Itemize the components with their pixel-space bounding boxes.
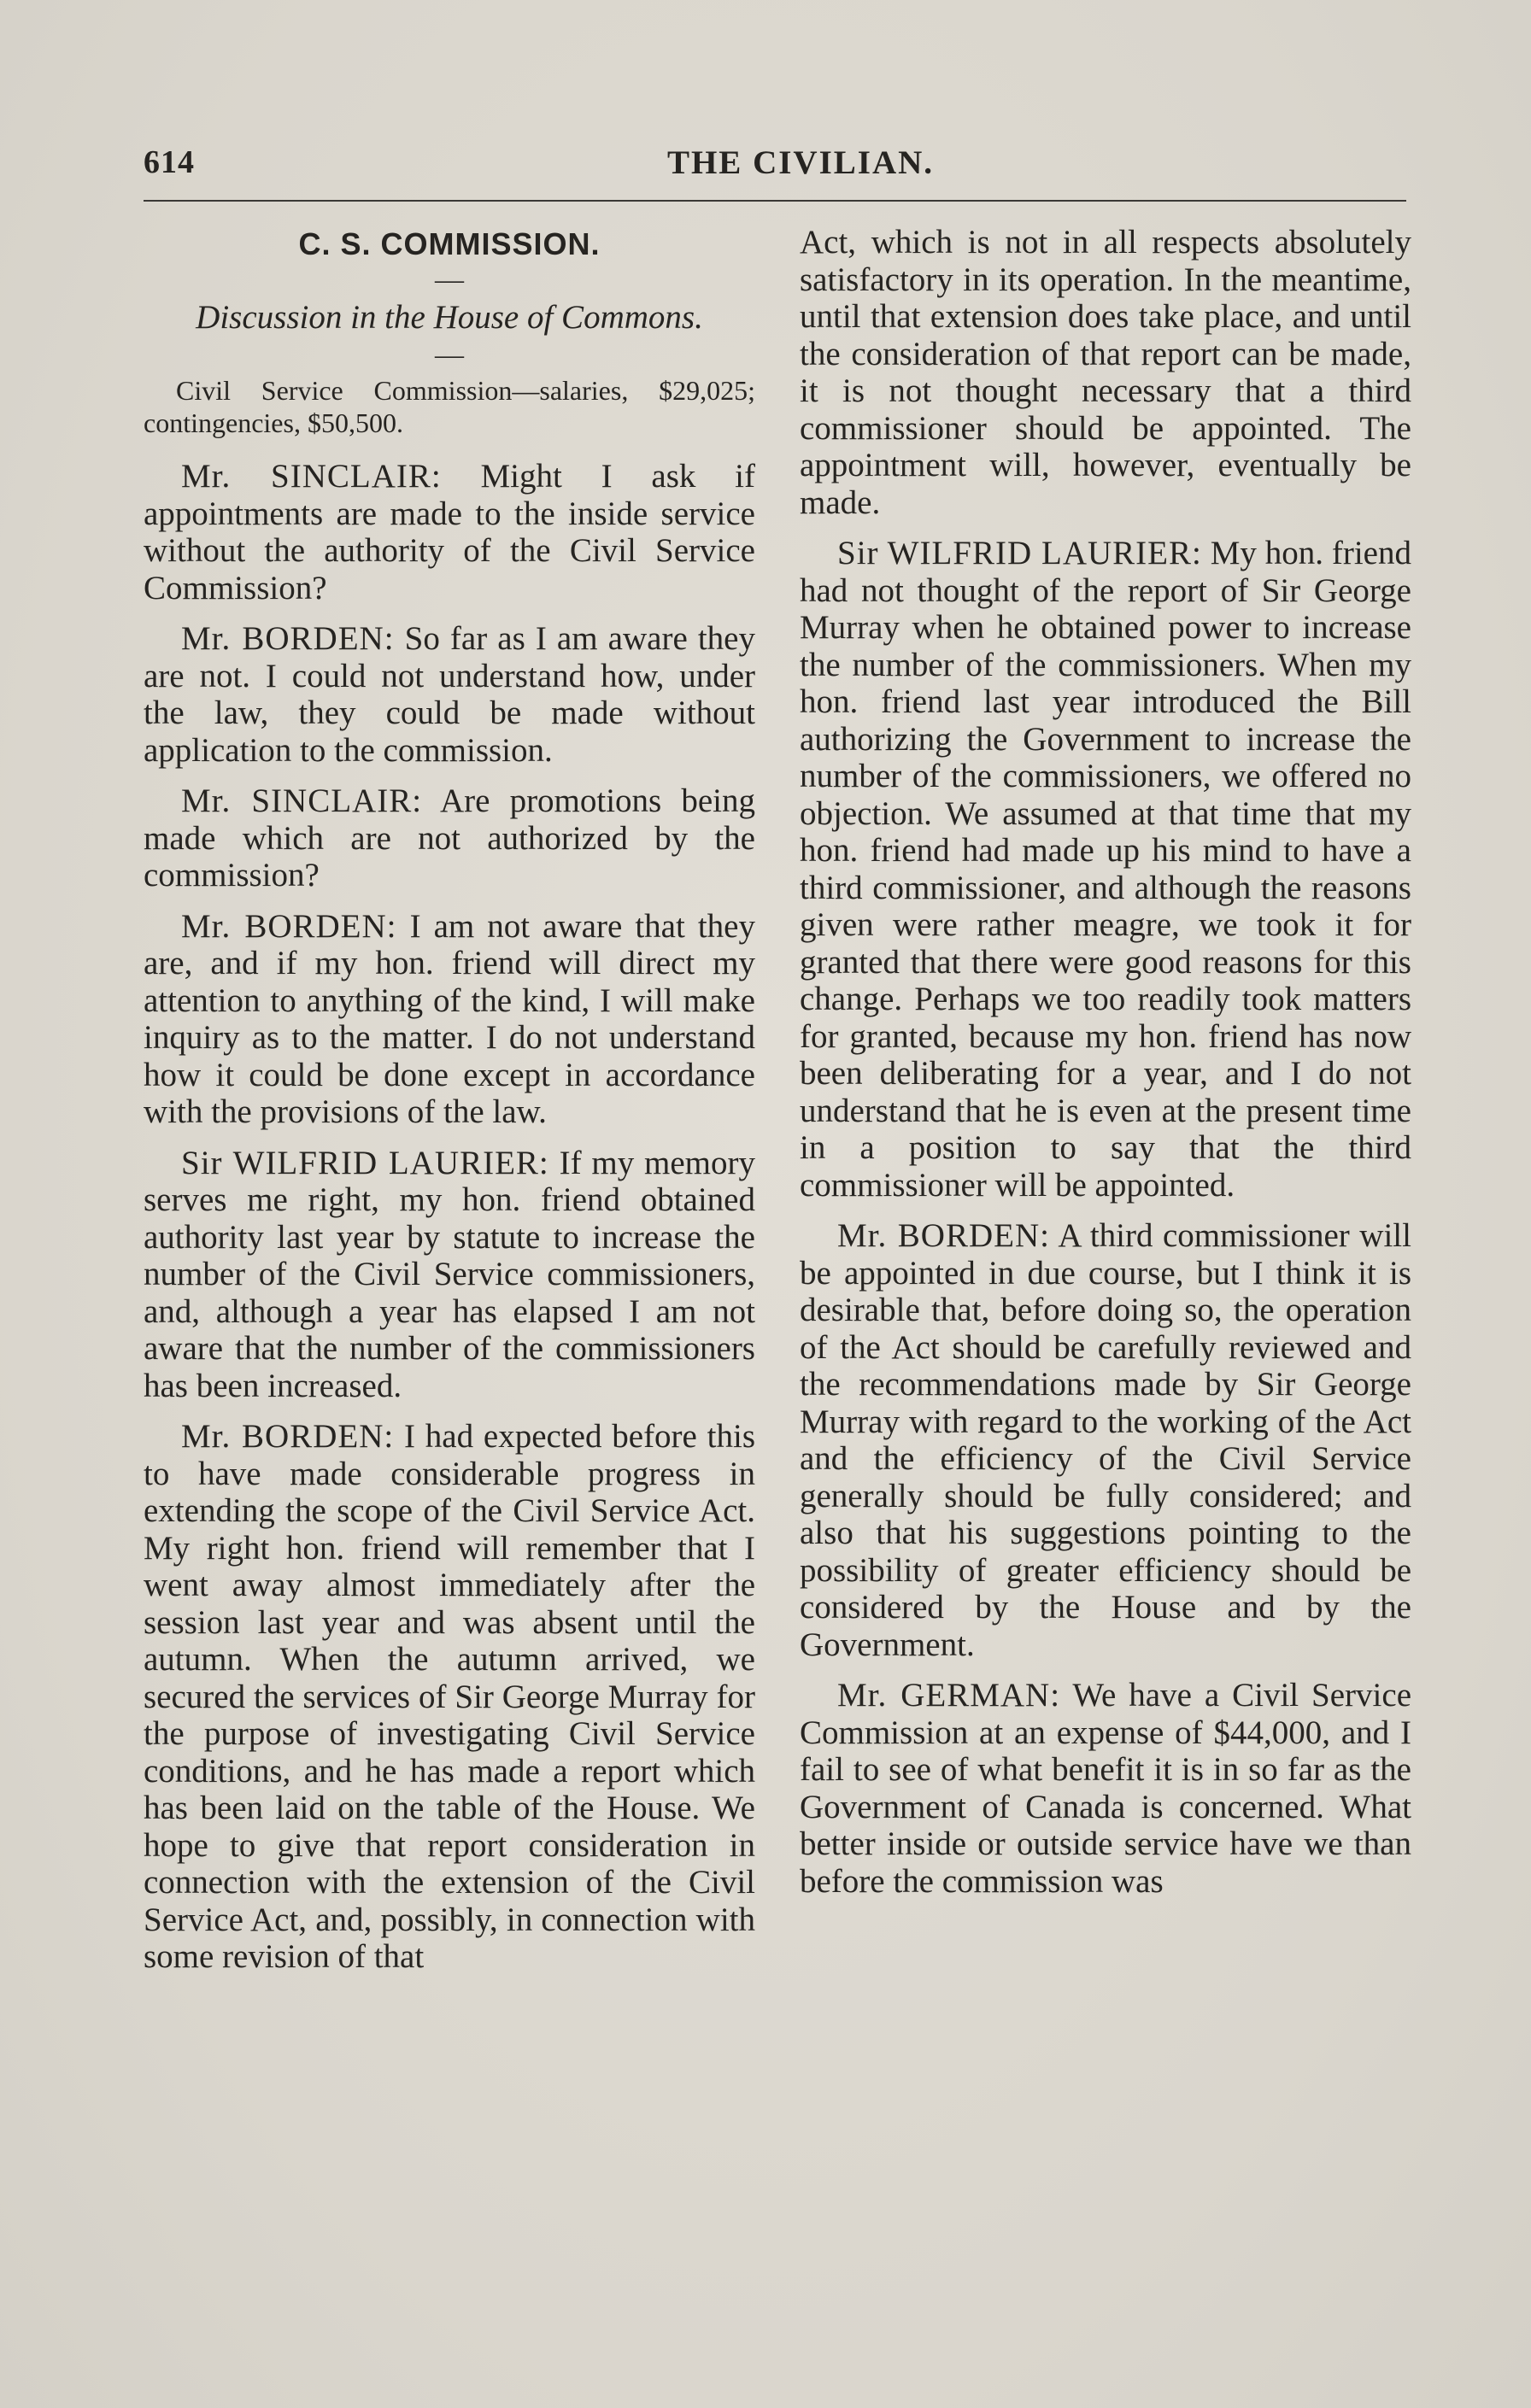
speech-text: So far as I am aware they are not. I could not understand how, under the law, they could be made without application to the commission.	[144, 620, 755, 769]
speaker-name: Mr. SINCLAIR:	[181, 458, 442, 495]
speaker-name: Sir WILFRID LAURIER:	[837, 535, 1202, 571]
paragraph	[144, 458, 755, 606]
paragraph	[144, 620, 755, 769]
speech-text: Might I ask if appointments are made to the inside service without the authority of the Civil Service Commission?	[144, 458, 755, 606]
paragraph	[144, 1145, 755, 1405]
page-header	[144, 144, 1406, 195]
page-number: 614	[144, 144, 195, 180]
speaker-name: Mr. BORDEN:	[837, 1217, 1050, 1254]
paragraph	[800, 1677, 1411, 1900]
speech-text: I am not aware that they are, and if my hon. friend will direct my attention to anything of the kind, I will make inquiry as to the matter. I do not understand how it could be done except in accordance with the provisions of the law.	[144, 907, 755, 1130]
paragraph	[800, 1217, 1411, 1663]
running-title: THE CIVILIAN.	[666, 144, 935, 181]
speech-text: Are promotions being made which are not authorized by the commission?	[144, 782, 755, 893]
paragraph	[144, 908, 755, 1131]
header-rule	[144, 200, 1406, 202]
paragraph	[800, 535, 1411, 1204]
subtitle-dash: —	[435, 339, 464, 371]
speaker-name: Mr. BORDEN:	[181, 907, 397, 945]
left-column	[144, 224, 755, 1989]
speech-text: My hon. friend had not thought of the report of Sir George Murray when he obtained power to increase the number of the commissioners. When my hon. friend last year introduced the Bill authorizing the Government to increase the number of the commissioners, we offered no objection. We assumed at that time that my hon. friend had made up his mind to have a third commissioner, and although the reasons given were rather meagre, we took it for granted that there were good reasons for this change. Perhaps we too readily took matters for granted, because my hon. friend has now been deliberating for a year, and I do not understand that he is even at the present time in a position to say that the third commissioner will be appointed.	[800, 535, 1411, 1204]
vote-line: Civil Service Commission—salaries, $29,025; contingencies, $50,500.	[144, 375, 755, 438]
speech-text: A third commissioner will be appointed in due course, but I think it is desirable that, before doing so, the operation of the Act should be carefully reviewed and the recommendations made by Sir George Murray with regard to the working of the Act and the efficiency of the Civil Service generally should be fully considered; and also that his suggestions pointing to the possibility of greater efficiency should be considered by the House and by the Government.	[800, 1217, 1411, 1663]
speaker-name: Mr. GERMAN:	[837, 1677, 1061, 1714]
title-dash: —	[435, 264, 464, 296]
speech-text: Act, which is not in all respects absolutely satisfactory in its operation. In the meantime, until that extension does take place, and until the consideration of that report can be made, it is not thought necessary that a third commissioner should be appointed. The appointment will, however, eventually be made.	[800, 224, 1411, 521]
speech-text: We have a Civil Service Commission at an expense of $44,000, and I fail to see of what benefit it is in so far as the Government of Canada is concerned. What better inside or outside service have we than before the commission was	[800, 1677, 1412, 1900]
speaker-name: Mr. SINCLAIR:	[181, 782, 423, 819]
article-title: C. S. COMMISSION.	[298, 226, 601, 261]
speaker-name: Sir WILFRID LAURIER:	[181, 1144, 549, 1181]
article-subtitle: Discussion in the House of Commons.	[196, 299, 703, 336]
right-column	[800, 224, 1411, 1913]
speaker-name: Mr. BORDEN:	[181, 620, 395, 657]
speech-text: I had expected before this to have made considerable progress in extending the scope of the Civil Service Act. My right hon. friend will remember that I went away almost immediately after the session last year and was absent until the autumn. When the autumn arrived, we secured the services of Sir George Murray for the purpose of investigating Civil Service conditions, and he has made a report which has been laid on the table of the House. We hope to give that report consideration in connection with the extension of the Civil Service Act, and, possibly, in connection with some revision of that	[144, 1418, 755, 1975]
paragraph	[144, 782, 755, 894]
speech-text: If my memory serves me right, my hon. friend obtained authority last year by statute to increase the number of the Civil Service commissioners, and, although a year has elapsed I am not aware that the number of the commissioners has been increased.	[144, 1144, 756, 1404]
paragraph-continued	[800, 224, 1411, 521]
speaker-name: Mr. BORDEN:	[181, 1418, 395, 1455]
paragraph	[144, 1418, 755, 1976]
